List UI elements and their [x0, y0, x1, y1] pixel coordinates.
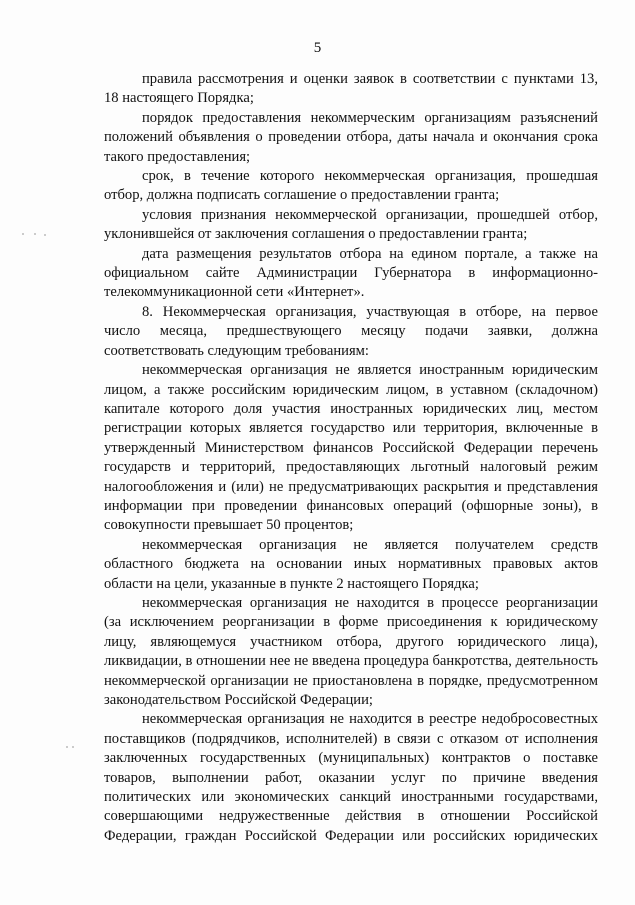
text-line: ликвидации, в отношении нее не введена процедура банкротства, деятельность	[104, 653, 598, 670]
text-line: некоммерческой организации не приостановлена в порядке, предусмотренном	[104, 672, 598, 689]
text-line: некоммерческая организация не является иностранным юридическим	[142, 362, 598, 379]
text-line: заключенных государственных (муниципальных) контрактов о поставке	[104, 750, 598, 767]
text-line: (за исключением реорганизации в форме присоединения к юридическому	[104, 614, 598, 631]
text-line: налогообложения и (или) не предусматривающих раскрытия и представления	[104, 478, 598, 495]
text-line: такого предоставления;	[104, 148, 251, 165]
text-line: капитале которого доля участия иностранных юридических лиц, местом	[104, 400, 598, 417]
text-line: регистрации которых является государство или территория, включенные в	[104, 420, 598, 437]
paragraph	[104, 303, 598, 361]
text-line: поставщиков (подрядчиков, исполнителей) в связи с отказом от исполнения	[104, 730, 598, 747]
text-line: государств и территорий, предоставляющих льготный налоговый режим	[104, 459, 598, 476]
text-line: лицу, являющемуся участником отбора, другого юридического лица),	[104, 633, 598, 650]
text-line: официальном сайте Администрации Губернатора в информационно-	[104, 265, 598, 282]
text-line: законодательством Российской Федерации;	[104, 692, 373, 708]
paragraph	[104, 109, 598, 167]
text-line: утвержденный Министерством финансов Российской Федерации перечень	[104, 439, 598, 456]
text-line: правила рассмотрения и оценки заявок в соответствии с пунктами 13,	[142, 71, 598, 87]
paragraph	[104, 206, 598, 245]
text-line: товаров, выполнении работ, оказании услуг по причине введения	[104, 769, 598, 786]
text-line: совершающими недружественные действия в отношении Российской	[104, 808, 598, 825]
text-line: условия признания некоммерческой организации, прошедшей отбор,	[142, 206, 598, 223]
text-line: число месяца, предшествующего месяцу подачи заявки, должна	[104, 323, 598, 340]
scan-speck	[22, 233, 24, 235]
text-line: срок, в течение которого некоммерческая организация, прошедшая	[142, 168, 598, 185]
text-line: 18 настоящего Порядка;	[104, 90, 254, 107]
paragraph	[104, 361, 598, 536]
scan-speck	[34, 233, 36, 235]
text-line: Федерации, граждан Российской Федерации или российских юридических	[104, 827, 598, 844]
paragraph	[104, 245, 598, 303]
paragraph	[104, 167, 598, 206]
text-line: области на цели, указанные в пункте 2 настоящего Порядка;	[104, 575, 479, 592]
text-line: некоммерческая организация не находится в реестре недобросовестных	[142, 711, 598, 728]
text-line: совокупности превышает 50 процентов;	[104, 517, 354, 534]
page-number: 5	[313, 40, 322, 56]
text-line: положений объявления о проведении отбора, даты начала и окончания срока	[104, 129, 598, 146]
text-line: телекоммуникационной сети «Интернет».	[104, 284, 365, 301]
text-line: политических или экономических санкций иностранными государствами,	[104, 789, 598, 806]
text-line: 8. Некоммерческая организация, участвующая в отборе, на первое	[142, 303, 598, 320]
text-line: отбор, должна подписать соглашение о предоставлении гранта;	[104, 187, 500, 204]
paragraph	[104, 536, 598, 594]
text-line: областного бюджета на основании иных нормативных правовых актов	[104, 556, 598, 573]
scan-speck	[72, 746, 74, 748]
document-body	[104, 70, 598, 846]
text-line: порядок предоставления некоммерческим организациям разъяснений	[142, 109, 598, 126]
paragraph	[104, 594, 598, 710]
text-line: соответствовать следующим требованиям:	[104, 342, 369, 359]
paragraph	[104, 710, 598, 846]
text-line: некоммерческая организация не является получателем средств	[142, 536, 598, 553]
text-line: некоммерческая организация не находится в процессе реорганизации	[142, 594, 598, 611]
text-line: лицом, а также российским юридическим лицом, в уставном (складочном)	[104, 381, 598, 398]
scan-speck	[66, 746, 68, 748]
paragraph	[104, 70, 598, 109]
text-line: дата размещения результатов отбора на едином портале, а также на	[142, 245, 598, 262]
text-line: уклонившейся от заключения соглашения о предоставлении гранта;	[104, 226, 528, 243]
text-line: информации при проведении финансовых операций (офшорные зоны), в	[104, 497, 598, 514]
scan-speck	[44, 234, 46, 236]
